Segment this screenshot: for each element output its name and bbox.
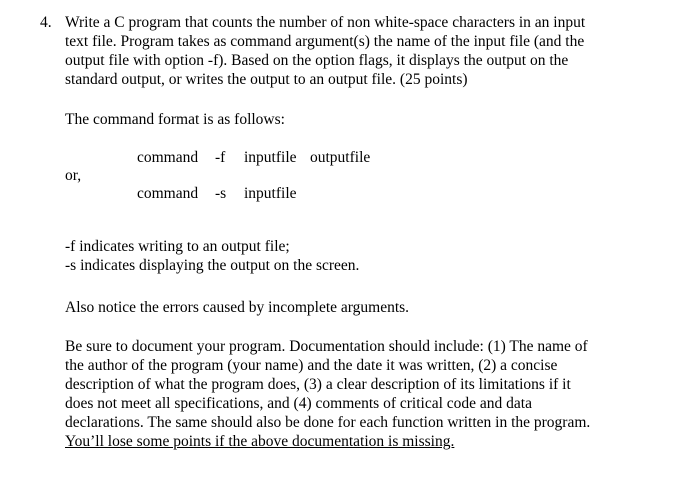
flag-s-description: -s indicates displaying the output on the screen.: [65, 257, 360, 274]
command2-name: command: [137, 185, 199, 202]
question-line: output file with option -f). Based on the option flags, it displays the output on the: [65, 52, 569, 69]
documentation-warning: You’ll lose some points if the above documentation is missing.: [65, 433, 455, 450]
errors-note: Also notice the errors caused by incomplete arguments.: [65, 299, 410, 316]
documentation-line: does not meet all specifications, and (4) comments of critical code and data: [65, 395, 532, 412]
question-paragraph: [65, 13, 625, 89]
command1-flag: -f: [215, 149, 226, 166]
or-label: or,: [65, 167, 82, 184]
command1-output: outputfile: [310, 149, 371, 166]
command1-input: inputfile: [244, 149, 297, 166]
command2-input: inputfile: [244, 185, 297, 202]
question-line: standard output, or writes the output to an output file. (25 points): [65, 71, 468, 88]
documentation-line: declarations. The same should also be done for each function written in the program.: [65, 414, 591, 431]
question-line: text file. Program takes as command argument(s) the name of the input file (and the: [65, 33, 585, 50]
documentation-paragraph: [65, 337, 590, 451]
flag-f-description: -f indicates writing to an output file;: [65, 238, 290, 255]
command1-name: command: [137, 149, 199, 166]
documentation-line: description of what the program does, (3) a clear description of its limitations if it: [65, 376, 571, 393]
command2-flag: -s: [215, 185, 227, 202]
documentation-line: the author of the program (your name) and the date it was written, (2) a concise: [65, 357, 558, 374]
format-intro: The command format is as follows:: [65, 111, 285, 128]
question-line: Write a C program that counts the number of non white-space characters in an input: [65, 14, 586, 31]
documentation-line: Be sure to document your program. Documentation should include: (1) The name of: [65, 338, 588, 355]
question-number: 4.: [40, 14, 52, 31]
